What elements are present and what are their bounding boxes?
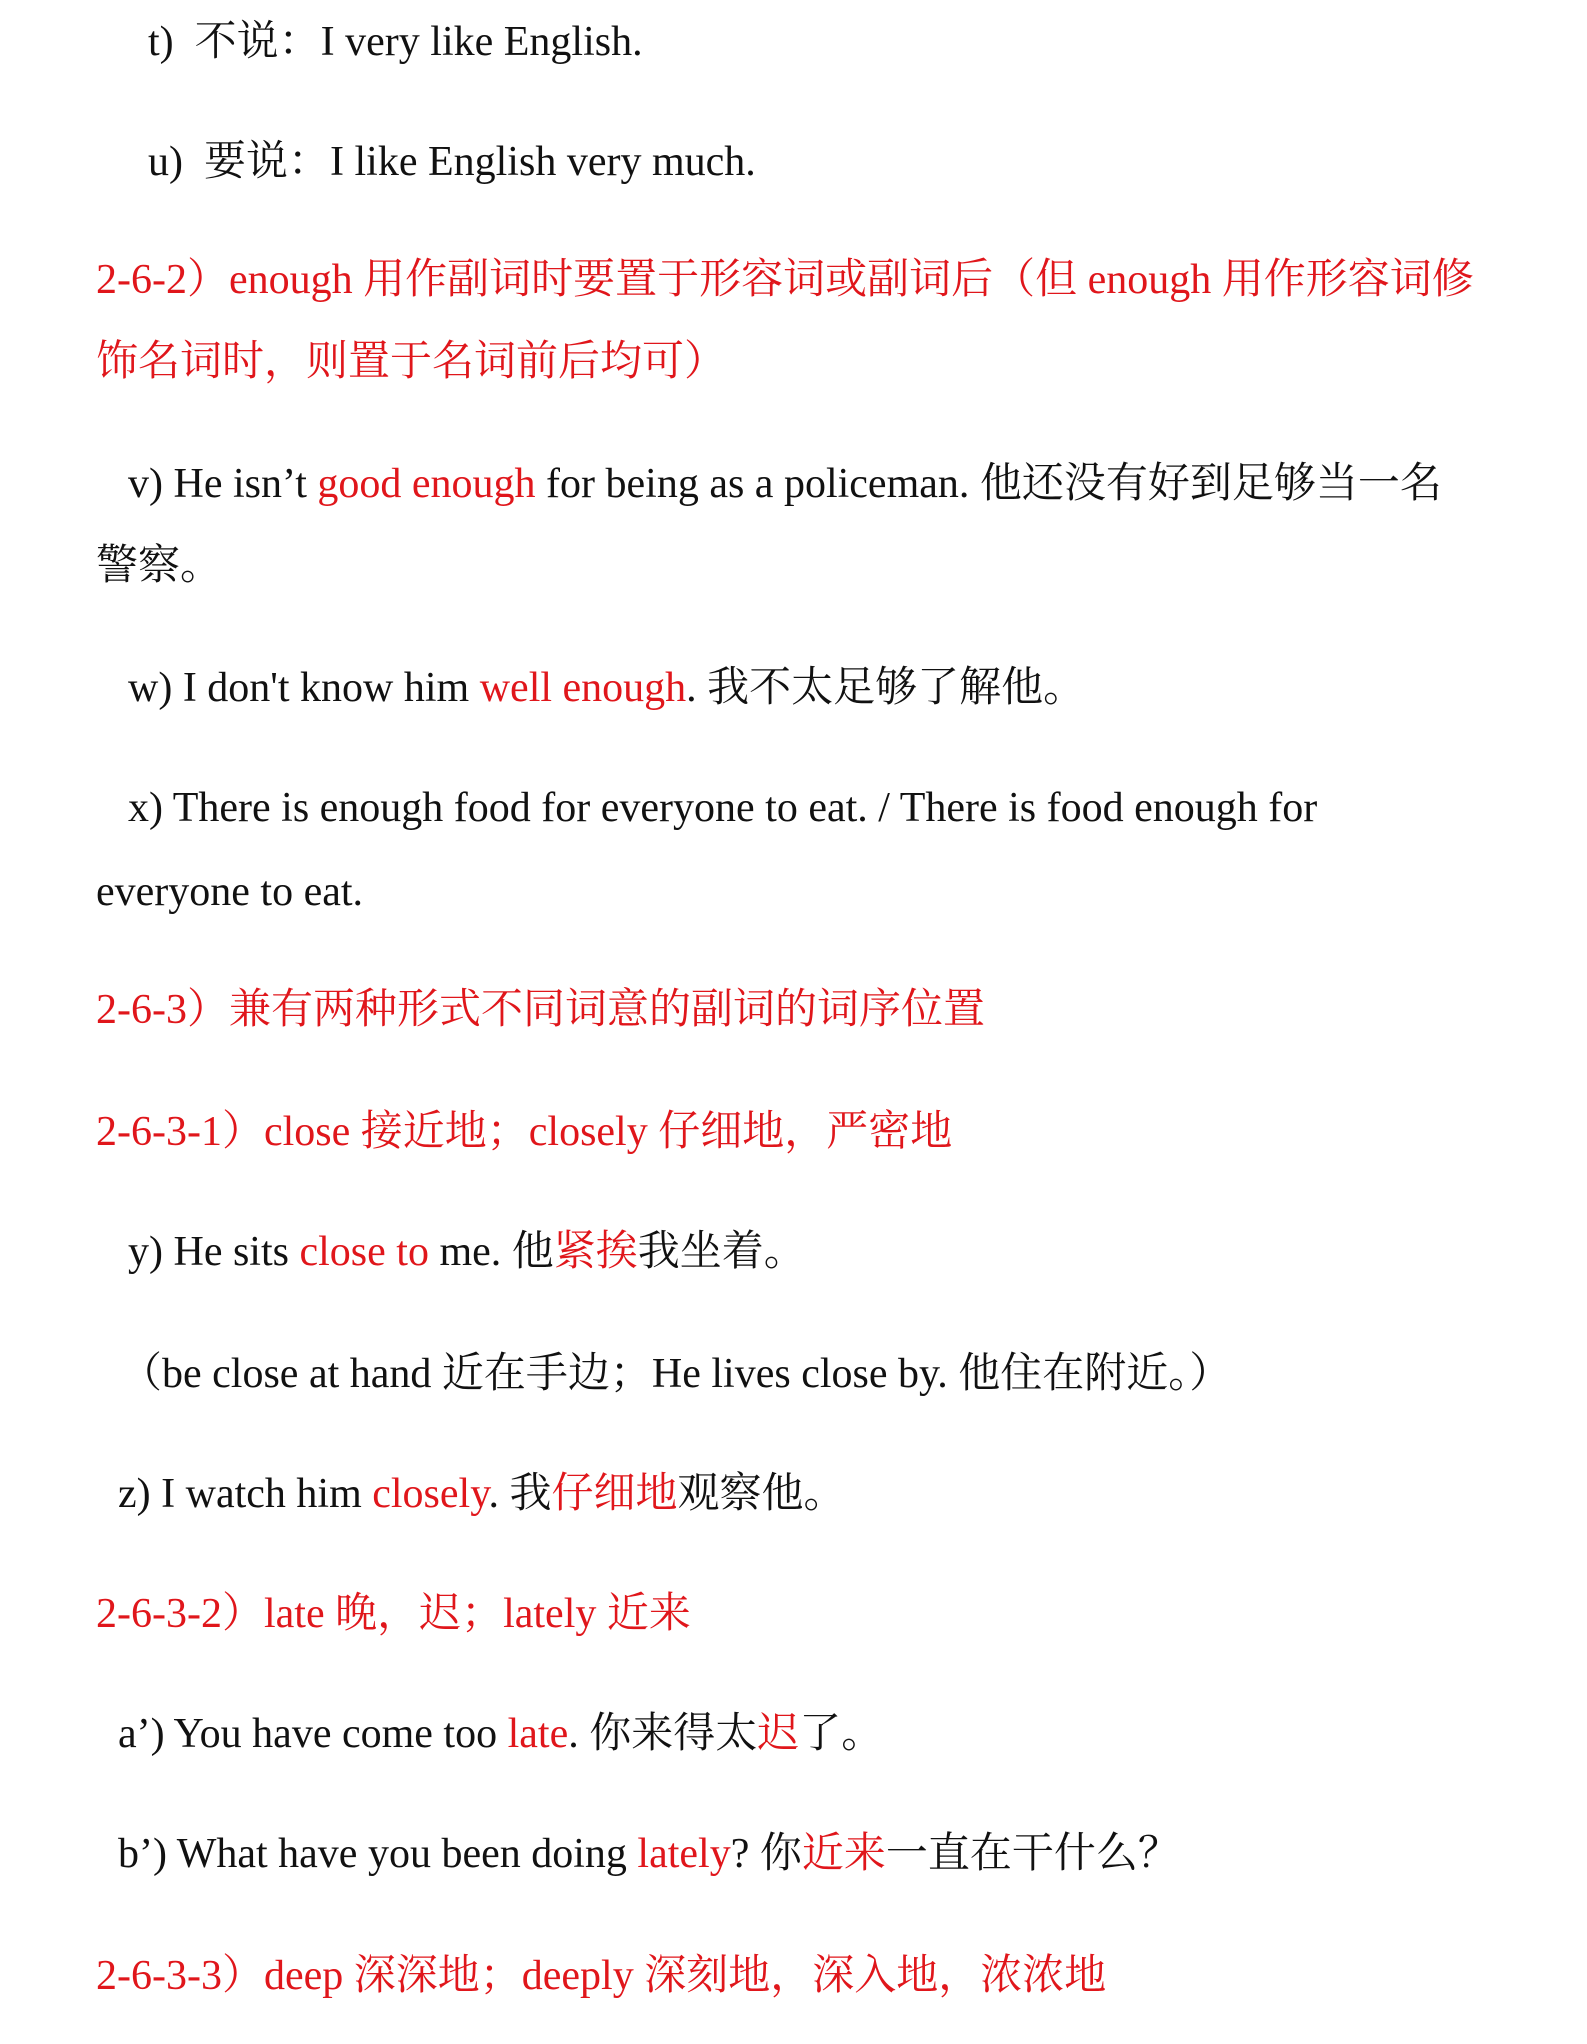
- example-w: [128, 660, 1085, 716]
- highlight-phrase: good enough: [317, 461, 536, 507]
- example-text: 了。: [799, 1711, 884, 1757]
- example-text: for being as a policeman. 他还没有好到足够当一名: [535, 461, 1442, 507]
- example-x-continued: everyone to eat.: [96, 869, 364, 915]
- example-label: t): [148, 19, 174, 65]
- example-v-continued: 警察。: [96, 543, 223, 589]
- example-b-prime: [118, 1826, 1180, 1882]
- section-heading-2-6-3-2: 2-6-3-2）late 晚，迟；lately 近来: [96, 1591, 691, 1637]
- example-en: I very like English.: [320, 19, 643, 65]
- example-en: I like English very much.: [330, 139, 756, 185]
- highlight-phrase: 紧挨: [553, 1229, 638, 1275]
- highlight-phrase: well enough: [479, 665, 687, 711]
- section-heading-2-6-3: 2-6-3）兼有两种形式不同词意的副词的词序位置: [96, 987, 985, 1033]
- example-text: v) He isn’t: [128, 461, 318, 507]
- highlight-phrase: 近来: [801, 1831, 886, 1877]
- example-text: z) I watch him: [118, 1471, 373, 1517]
- example-text: 观察他。: [677, 1471, 846, 1517]
- example-zh: 要说：: [204, 139, 331, 185]
- example-text: . 我不太足够了解他。: [686, 665, 1086, 711]
- example-u: [148, 134, 756, 190]
- example-text: ? 你: [730, 1831, 802, 1877]
- example-t: [148, 14, 643, 70]
- example-label: u): [148, 139, 183, 185]
- highlight-phrase: lately: [637, 1831, 731, 1877]
- example-y: [128, 1224, 806, 1280]
- highlight-phrase: close to: [299, 1229, 429, 1275]
- example-text: . 你来得太: [568, 1711, 758, 1757]
- example-text: a’) You have come too: [118, 1711, 508, 1757]
- section-heading-2-6-3-1: 2-6-3-1）close 接近地；closely 仔细地，严密地: [96, 1109, 953, 1155]
- example-z: [118, 1466, 846, 1522]
- example-x: x) There is enough food for everyone to eat. / There is food enough for: [128, 785, 1318, 831]
- highlight-phrase: late: [507, 1711, 569, 1757]
- example-text: me. 他: [428, 1229, 554, 1275]
- highlight-phrase: 仔细地: [551, 1471, 678, 1517]
- example-text: w) I don't know him: [128, 665, 480, 711]
- example-text: 一直在干什么？: [885, 1831, 1180, 1877]
- example-text: b’) What have you been doing: [118, 1831, 638, 1877]
- section-heading-2-6-2-continued: 饰名词时，则置于名词前后均可）: [96, 339, 727, 385]
- example-v: [128, 456, 1442, 512]
- highlight-phrase: closely: [372, 1471, 489, 1517]
- highlight-phrase: 迟: [757, 1711, 800, 1757]
- example-zh: 不说：: [194, 19, 321, 65]
- section-heading-2-6-3-3: 2-6-3-3）deep 深深地；deeply 深刻地，深入地，浓浓地: [96, 1953, 1107, 1999]
- section-heading-2-6-2: 2-6-2）enough 用作副词时要置于形容词或副词后（但 enough 用作形容词修: [96, 257, 1474, 303]
- parenthetical-note: （be close at hand 近在手边；He lives close by. 他住在附近。）: [120, 1351, 1232, 1397]
- example-text: y) He sits: [128, 1229, 300, 1275]
- example-text: 我坐着。: [637, 1229, 806, 1275]
- example-a-prime: [118, 1706, 883, 1762]
- example-text: . 我: [488, 1471, 552, 1517]
